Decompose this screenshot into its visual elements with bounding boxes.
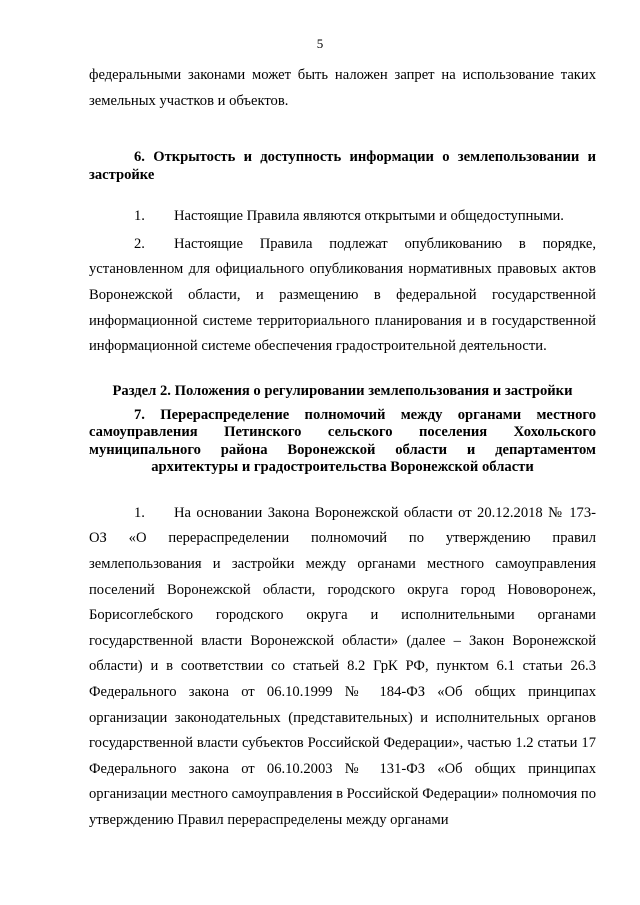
document-body bbox=[89, 63, 596, 833]
list-item-text: На основании Закона Воронежской области от 20.12.2018 № 173-ОЗ «О перераспределении полномочий по утверждению правил землепользования и застройки между органами местного самоуправления поселений Воронежской области, городского округа город Нововоронеж, Борисоглебского городского округа и исполнительными органами государственной власти Воронежской области» (далее – Закон Воронежской области) и в соответствии со статьей 8.2 ГрК РФ, пунктом 6.1 статьи 26.3 Федерального закона от 06.10.1999 № 184-ФЗ «Об общих принципах организации законодательных (представительных) и исполнительных органов государственной власти субъектов Российской Федерации», частью 1.2 статьи 17 Федерального закона от 06.10.2003 № 131-ФЗ «Об общих принципах организации местного самоуправления в Российской Федерации» полномочия по утверждению Правил перераспределены между органами bbox=[89, 504, 596, 828]
spacer bbox=[89, 184, 596, 204]
list-item-text: Настоящие Правила являются открытыми и общедоступными. bbox=[174, 208, 564, 225]
list-item-number: 2. bbox=[134, 235, 145, 252]
paragraph-intro: федеральными законами может быть наложен запрет на использование таких земельных участков и объектов. bbox=[89, 67, 596, 109]
heading-section-6: 6. Открытость и доступность информации о землепользовании и застройке bbox=[89, 149, 596, 184]
list-item-7-1 bbox=[89, 501, 596, 834]
heading-section-7: 7. Перераспределение полномочий между органами местного самоуправления Петинского сельского поселения Хохольского муниципального района Воронежской области и департаментом архитектуры и градостроительства Воронежской области bbox=[89, 406, 596, 476]
spacer bbox=[89, 360, 596, 382]
list-item-6-2 bbox=[89, 232, 596, 360]
list-item-number: 1. bbox=[134, 504, 145, 521]
list-item-6-1 bbox=[89, 204, 596, 230]
list-item-text: Настоящие Правила подлежат опубликованию в порядке, установленном для официального опубликования нормативных правовых актов Воронежской области, и размещению в федеральной государственной информационной системе территориального планирования и в государственной информационной системе обеспечения градостроительной деятельности. bbox=[89, 235, 596, 355]
spacer bbox=[89, 400, 596, 407]
spacer bbox=[89, 114, 596, 148]
section-2-title: Раздел 2. Положения о регулировании землепользования и застройки bbox=[112, 382, 573, 399]
spacer bbox=[89, 477, 596, 501]
page-number: 5 bbox=[316, 36, 324, 51]
list-item-number: 1. bbox=[134, 208, 145, 225]
